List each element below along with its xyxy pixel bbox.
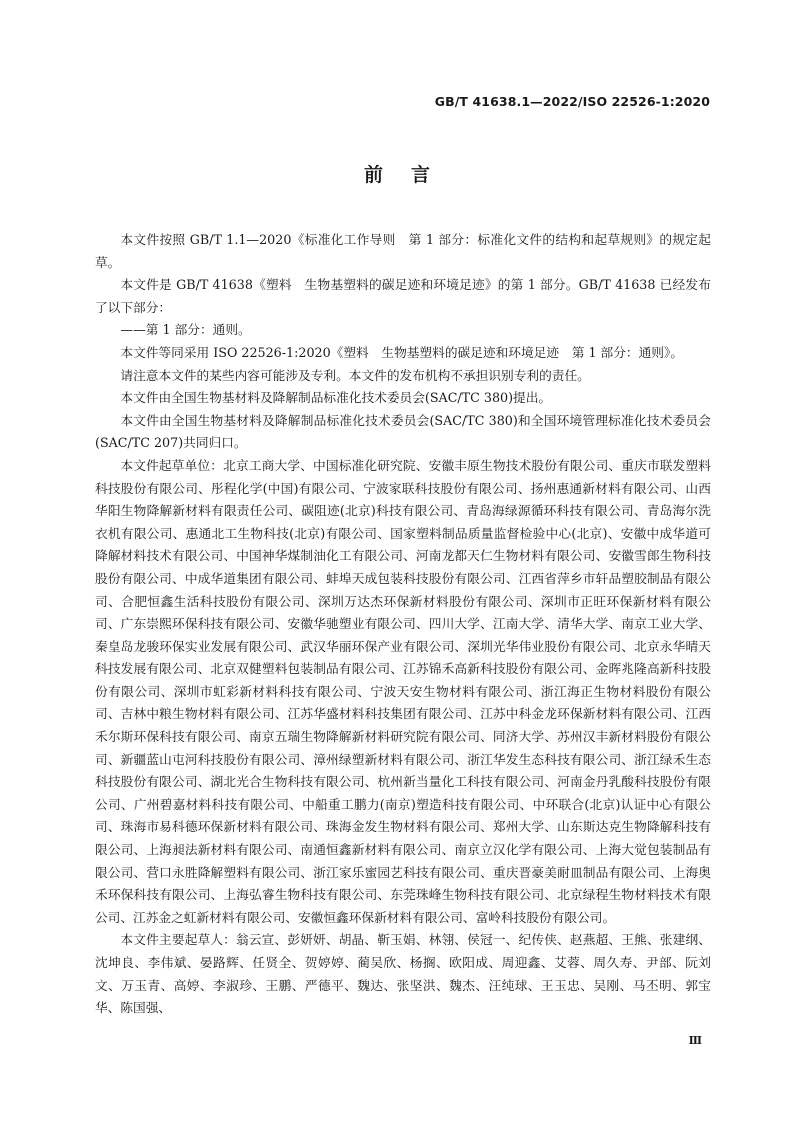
paragraph-part-list: ——第 1 部分：通则。 bbox=[120, 322, 251, 338]
paragraph-drafting-rules: 本文件按照 GB/T 1.1—2020《标准化工作导则 第 1 部分：标准化文件的结构和起草规则》的规定起草。 bbox=[95, 232, 711, 270]
document-body bbox=[95, 229, 711, 1020]
paragraph-part-info: 本文件是 GB/T 41638《塑料 生物基塑料的碳足迹和环境足迹》的第 1 部分。GB/T 41638 已经发布了以下部分： bbox=[95, 277, 711, 315]
page-title: 前言 bbox=[363, 164, 458, 186]
paragraph-iso-adoption: 本文件等同采用 ISO 22526-1:2020《塑料 生物基塑料的碳足迹和环境足迹 第 1 部分：通则》。 bbox=[120, 344, 684, 360]
paragraph-drafting-units: 本文件起草单位：北京工商大学、中国标准化研究院、安徽丰原生物技术股份有限公司、重庆市联发塑料科技股份有限公司、彤程化学(中国)有限公司、宁波家联科技股份有限公司、扬州惠通新材料有限公司、山西华阳生物降解新材料有限责任公司、碳阻迹(北京)科技有限公司、青岛海绿源循环科技有限公司、青岛海尔洗衣机有限公司、惠通北工生物科技(北京)有限公司、国家塑料制品质量监督检验中心(北京)、安徽中成华道可降解材料技术有限公司、中国神华煤制油化工有限公司、河南龙都天仁生物材料有限公司、安徽雪郎生物科技股份有限公司、中成华道集团有限公司、蚌埠天成包装科技股份有限公司、江西省萍乡市轩品塑胶制品有限公司、合肥恒鑫生活科技股份有限公司、深圳万达杰环保新材料股份有限公司、深圳市正旺环保新材料有限公司、广东崇熙环保科技有限公司、安徽华驰塑业有限公司、四川大学、江南大学、清华大学、南京工业大学、秦皇岛龙骏环保实业发展有限公司、武汉华丽环保产业有限公司、深圳光华伟业股份有限公司、北京永华晴天科技发展有限公司、北京双健塑料包装制品有限公司、江苏锦禾高新科技股份有限公司、金晖兆隆高新科技股份有限公司、深圳市虹彩新材料科技有限公司、宁波天安生物材料有限公司、浙江海正生物材料股份有限公司、吉林中粮生物材料有限公司、江苏华盛材料科技集团有限公司、江苏中科金龙环保新材料有限公司、江西禾尔斯环保科技有限公司、南京五瑞生物降解新材料研究院有限公司、同济大学、苏州汉丰新材料股份有限公司、新疆蓝山屯河科技股份有限公司、漳州绿塑新材料有限公司、浙江华发生态科技有限公司、浙江绿禾生态科技股份有限公司、湖北光合生物科技有限公司、杭州新当量化工科技有限公司、河南金丹乳酸科技股份有限公司、广州碧嘉材料科技有限公司、中船重工鹏力(南京)塑造科技有限公司、中环联合(北京)认证中心有限公司、珠海市易科德环保新材料有限公司、珠海金发生物材料有限公司、郑州大学、山东斯达克生物降解科技有限公司、上海昶法新材料有限公司、南通恒鑫新材料有限公司、南京立汉化学有限公司、上海大觉包装制品有限公司、营口永胜降解塑料有限公司、浙江家乐蜜园艺科技有限公司、重庆晋豪美耐皿制品有限公司、上海奥禾环保科技有限公司、上海弘睿生物科技有限公司、东莞珠峰生物科技有限公司、北京绿程生物材料技术有限公司、江苏金之虹新材料有限公司、安徽恒鑫环保新材料有限公司、富岭科技股份有限公司。 bbox=[95, 457, 711, 925]
paragraph-proposed-by: 本文件由全国生物基材料及降解制品标准化技术委员会(SAC/TC 380)提出。 bbox=[120, 390, 552, 406]
standard-code-header: GB/T 41638.1—2022/ISO 22526-1:2020 bbox=[434, 94, 710, 109]
paragraph-main-drafters: 本文件主要起草人：翁云宣、彭妍妍、胡晶、靳玉娟、林翎、侯冠一、纪传侠、赵燕超、王熊、张建纲、沈坤良、李伟斌、晏路辉、任贤全、贺婷婷、蔺吴欣、杨搁、欧阳成、周迎鑫、艾蓉、周久寿、尹部、阮刘文、万玉青、高婷、李淑珍、王鹏、严德平、魏达、张坚洪、魏杰、汪纯球、王玉忠、吴刚、马丕明、郭宝华、陈国强、 bbox=[95, 932, 711, 1016]
page-number: Ⅲ bbox=[688, 1034, 702, 1047]
paragraph-under-jurisdiction: 本文件由全国生物基材料及降解制品标准化技术委员会(SAC/TC 380)和全国环境管理标准化技术委员会(SAC/TC 207)共同归口。 bbox=[95, 412, 711, 451]
paragraph-patent-notice: 请注意本文件的某些内容可能涉及专利。本文件的发布机构不承担识别专利的责任。 bbox=[120, 367, 590, 383]
